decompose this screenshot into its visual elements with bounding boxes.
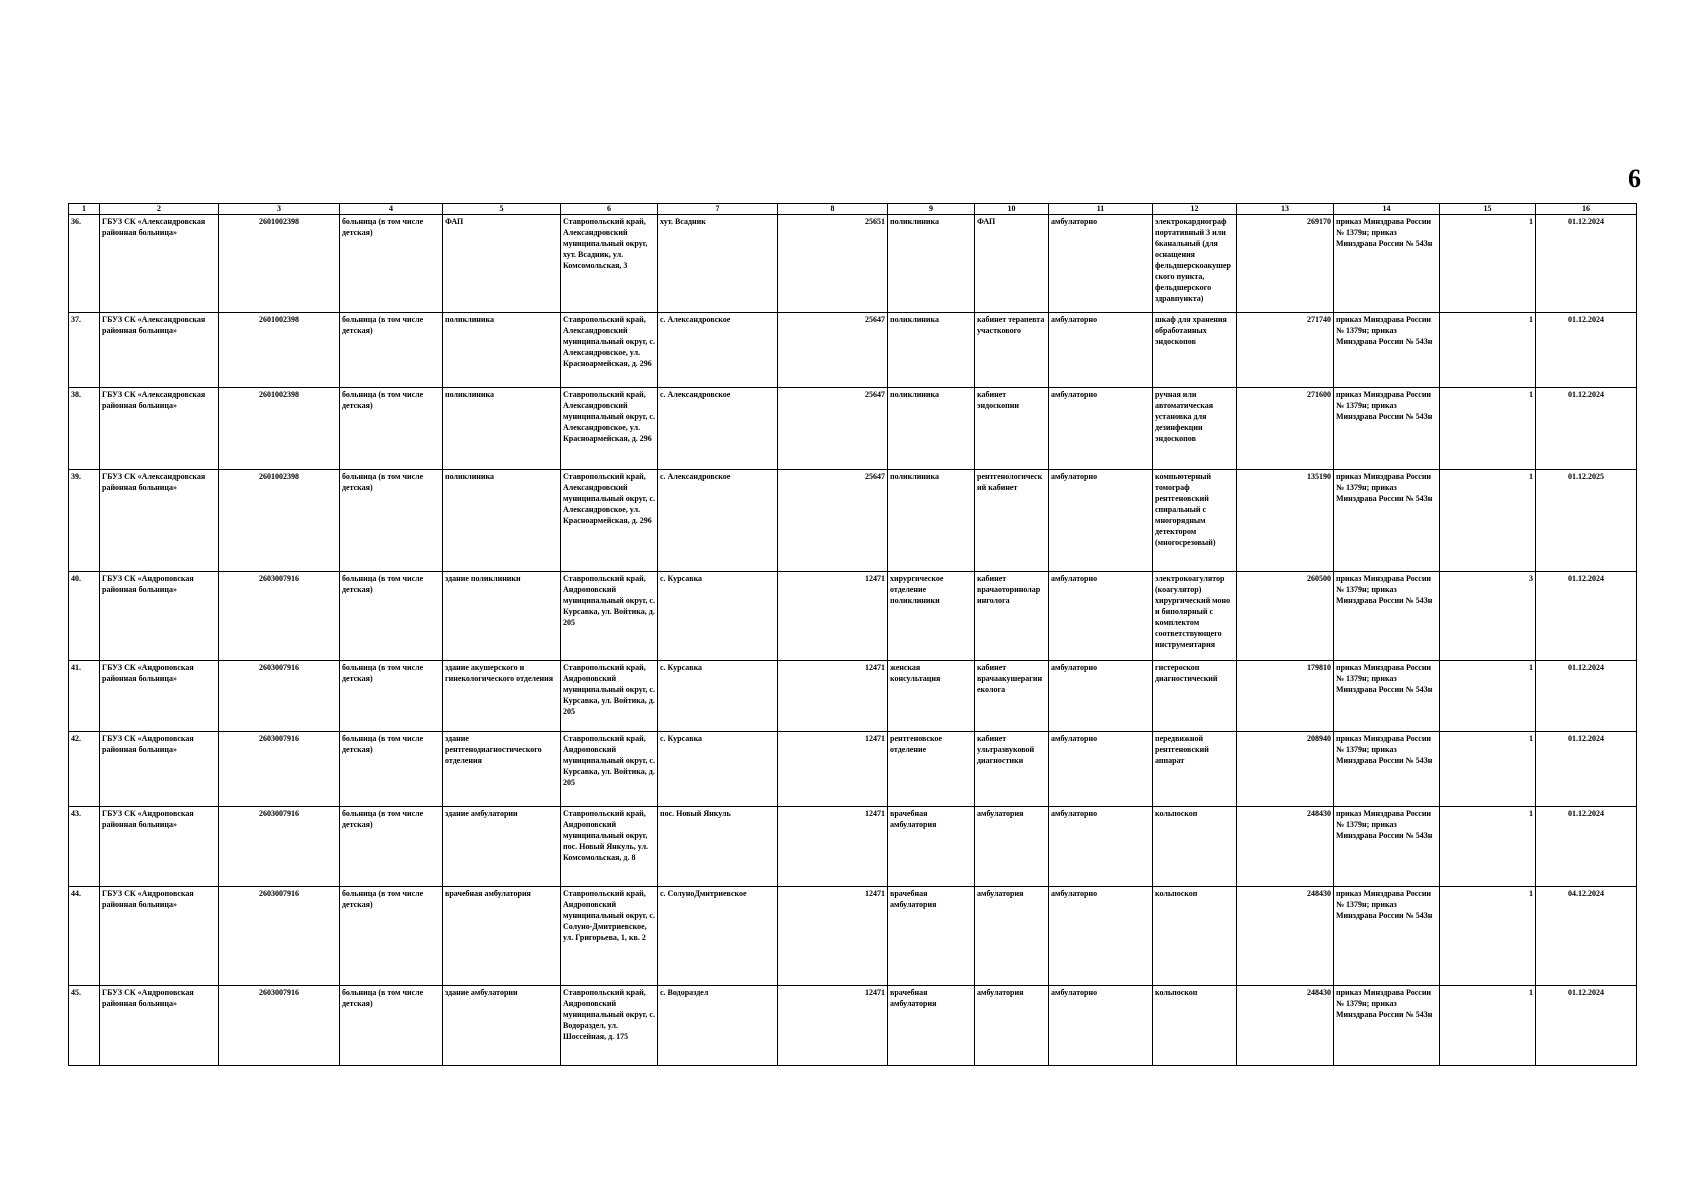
cell-building: поликлиника <box>443 470 561 572</box>
cell-address: Ставропольский край, Андроповский муниципальный округ, пос. Новый Янкуль, ул. Комсомольская, д. 8 <box>561 807 658 887</box>
cell-organization: ГБУЗ СК «Александровская районная больница» <box>100 470 219 572</box>
table-row <box>69 388 1637 470</box>
cell-code: 25651 <box>778 215 888 313</box>
cell-number: 42. <box>69 732 100 807</box>
cell-date: 01.12.2024 <box>1536 807 1637 887</box>
cell-date: 01.12.2024 <box>1536 388 1637 470</box>
cell-org-type: больница (в том числе детская) <box>340 388 443 470</box>
cell-quantity: 3 <box>1440 572 1536 661</box>
cell-care-form: амбулаторно <box>1049 661 1153 732</box>
col-header-7: 7 <box>658 204 778 215</box>
cell-building: поликлиника <box>443 313 561 388</box>
cell-locality: с. Александровское <box>658 470 778 572</box>
table-row <box>69 732 1637 807</box>
cell-inn: 2603007916 <box>219 807 340 887</box>
cell-care-form: амбулаторно <box>1049 887 1153 986</box>
cell-room: амбулатория <box>975 887 1049 986</box>
cell-organization: ГБУЗ СК «Андроповская районная больница» <box>100 986 219 1066</box>
cell-code: 12471 <box>778 887 888 986</box>
table-row <box>69 807 1637 887</box>
cell-room: кабинет врачаакушерагин еколога <box>975 661 1049 732</box>
cell-locality: с. Курсавка <box>658 732 778 807</box>
cell-care-form: амбулаторно <box>1049 215 1153 313</box>
cell-care-form: амбулаторно <box>1049 470 1153 572</box>
header-row <box>69 204 1637 215</box>
cell-building: здание рентгенодиагностического отделения <box>443 732 561 807</box>
cell-equipment-code: 248430 <box>1237 807 1334 887</box>
cell-quantity: 1 <box>1440 388 1536 470</box>
cell-number: 40. <box>69 572 100 661</box>
cell-equipment-code: 248430 <box>1237 986 1334 1066</box>
cell-equipment-code: 271740 <box>1237 313 1334 388</box>
cell-equipment-code: 179810 <box>1237 661 1334 732</box>
cell-equipment: кольпоскоп <box>1153 887 1237 986</box>
cell-division: хирургическое отделение поликлиники <box>888 572 975 661</box>
cell-care-form: амбулаторно <box>1049 388 1153 470</box>
cell-number: 38. <box>69 388 100 470</box>
cell-order: приказ Минздрава России № 1379н; приказ Минздрава России № 543н <box>1334 313 1440 388</box>
cell-date: 01.12.2024 <box>1536 661 1637 732</box>
cell-organization: ГБУЗ СК «Андроповская районная больница» <box>100 572 219 661</box>
cell-division: рентгеновское отделение <box>888 732 975 807</box>
table-row <box>69 661 1637 732</box>
cell-org-type: больница (в том числе детская) <box>340 215 443 313</box>
table-row <box>69 215 1637 313</box>
cell-order: приказ Минздрава России № 1379н; приказ Минздрава России № 543н <box>1334 807 1440 887</box>
cell-division: врачебная амбулатория <box>888 986 975 1066</box>
col-header-1: 1 <box>69 204 100 215</box>
cell-organization: ГБУЗ СК «Андроповская районная больница» <box>100 807 219 887</box>
equipment-table <box>68 203 1637 1066</box>
table-row <box>69 470 1637 572</box>
cell-room: кабинет терапевта участкового <box>975 313 1049 388</box>
cell-inn: 2603007916 <box>219 887 340 986</box>
cell-equipment-code: 135190 <box>1237 470 1334 572</box>
cell-equipment-code: 271600 <box>1237 388 1334 470</box>
cell-building: здание поликлиники <box>443 572 561 661</box>
col-header-13: 13 <box>1237 204 1334 215</box>
cell-division: поликлиника <box>888 215 975 313</box>
col-header-3: 3 <box>219 204 340 215</box>
cell-org-type: больница (в том числе детская) <box>340 661 443 732</box>
cell-room: кабинет ультразвуковой диагностики <box>975 732 1049 807</box>
cell-address: Ставропольский край, Андроповский муниципальный округ, с. Курсавка, ул. Войтика, д. 205 <box>561 661 658 732</box>
cell-order: приказ Минздрава России № 1379н; приказ Минздрава России № 543н <box>1334 388 1440 470</box>
col-header-15: 15 <box>1440 204 1536 215</box>
cell-number: 39. <box>69 470 100 572</box>
cell-building: ФАП <box>443 215 561 313</box>
cell-building: врачебная амбулатория <box>443 887 561 986</box>
cell-organization: ГБУЗ СК «Александровская районная больница» <box>100 388 219 470</box>
cell-code: 12471 <box>778 807 888 887</box>
cell-quantity: 1 <box>1440 887 1536 986</box>
cell-equipment: передвижной рентгеновский аппарат <box>1153 732 1237 807</box>
cell-order: приказ Минздрава России № 1379н; приказ Минздрава России № 543н <box>1334 215 1440 313</box>
col-header-14: 14 <box>1334 204 1440 215</box>
cell-equipment: гистероскоп диагностический <box>1153 661 1237 732</box>
col-header-11: 11 <box>1049 204 1153 215</box>
cell-code: 12471 <box>778 572 888 661</box>
cell-organization: ГБУЗ СК «Александровская районная больница» <box>100 215 219 313</box>
cell-quantity: 1 <box>1440 470 1536 572</box>
cell-organization: ГБУЗ СК «Александровская районная больница» <box>100 313 219 388</box>
table-row <box>69 887 1637 986</box>
cell-room: кабинет врачаоторинолар инголога <box>975 572 1049 661</box>
table-row <box>69 572 1637 661</box>
cell-division: женская консультация <box>888 661 975 732</box>
cell-address: Ставропольский край, Александровский муниципальный округ, хут. Всадник, ул. Комсомольская, 3 <box>561 215 658 313</box>
cell-inn: 2601002398 <box>219 470 340 572</box>
cell-order: приказ Минздрава России № 1379н; приказ Минздрава России № 543н <box>1334 732 1440 807</box>
cell-code: 12471 <box>778 661 888 732</box>
cell-care-form: амбулаторно <box>1049 732 1153 807</box>
cell-locality: хут. Всадник <box>658 215 778 313</box>
cell-quantity: 1 <box>1440 661 1536 732</box>
cell-code: 12471 <box>778 732 888 807</box>
cell-equipment: ручная или автоматическая установка для дезинфекции эндоскопов <box>1153 388 1237 470</box>
cell-address: Ставропольский край, Андроповский муниципальный округ, с. Курсавка, ул. Войтика, д. 205 <box>561 572 658 661</box>
cell-building: здание амбулатории <box>443 807 561 887</box>
cell-order: приказ Минздрава России № 1379н; приказ Минздрава России № 543н <box>1334 661 1440 732</box>
cell-org-type: больница (в том числе детская) <box>340 572 443 661</box>
cell-quantity: 1 <box>1440 313 1536 388</box>
cell-quantity: 1 <box>1440 807 1536 887</box>
cell-address: Ставропольский край, Александровский муниципальный округ, с. Александровское, ул. Красноармейская, д. 296 <box>561 388 658 470</box>
cell-order: приказ Минздрава России № 1379н; приказ Минздрава России № 543н <box>1334 572 1440 661</box>
cell-org-type: больница (в том числе детская) <box>340 313 443 388</box>
cell-number: 45. <box>69 986 100 1066</box>
cell-number: 36. <box>69 215 100 313</box>
cell-division: поликлиника <box>888 313 975 388</box>
cell-building: здание амбулатории <box>443 986 561 1066</box>
cell-room: амбулатория <box>975 986 1049 1066</box>
cell-organization: ГБУЗ СК «Андроповская районная больница» <box>100 887 219 986</box>
col-header-12: 12 <box>1153 204 1237 215</box>
cell-equipment-code: 248430 <box>1237 887 1334 986</box>
cell-number: 43. <box>69 807 100 887</box>
cell-room: рентгенологический кабинет <box>975 470 1049 572</box>
cell-equipment: кольпоскоп <box>1153 986 1237 1066</box>
cell-division: поликлиника <box>888 470 975 572</box>
cell-care-form: амбулаторно <box>1049 572 1153 661</box>
cell-room: ФАП <box>975 215 1049 313</box>
cell-date: 01.12.2025 <box>1536 470 1637 572</box>
cell-organization: ГБУЗ СК «Андроповская районная больница» <box>100 732 219 807</box>
cell-room: амбулатория <box>975 807 1049 887</box>
cell-date: 01.12.2024 <box>1536 732 1637 807</box>
cell-equipment: компьютерный томограф рентгеновский спиральный с многорядным детектором (многосрезовый) <box>1153 470 1237 572</box>
cell-quantity: 1 <box>1440 732 1536 807</box>
cell-equipment: электрокардиограф портативный 3 или 6канальный (для оснащения фельдшерскоакушерского пункта, фельдшерского здравпункта) <box>1153 215 1237 313</box>
cell-code: 25647 <box>778 470 888 572</box>
cell-address: Ставропольский край, Александровский муниципальный округ, с. Александровское, ул. Красноармейская, д. 296 <box>561 313 658 388</box>
cell-address: Ставропольский край, Андроповский муниципальный округ, с. Курсавка, ул. Войтика, д. 205 <box>561 732 658 807</box>
cell-locality: с. СолуноДмитриевское <box>658 887 778 986</box>
cell-locality: пос. Новый Янкуль <box>658 807 778 887</box>
cell-order: приказ Минздрава России № 1379н; приказ Минздрава России № 543н <box>1334 887 1440 986</box>
table-body <box>69 215 1637 1066</box>
cell-number: 37. <box>69 313 100 388</box>
col-header-10: 10 <box>975 204 1049 215</box>
cell-locality: с. Водораздел <box>658 986 778 1066</box>
cell-org-type: больница (в том числе детская) <box>340 732 443 807</box>
cell-equipment-code: 260500 <box>1237 572 1334 661</box>
cell-inn: 2603007916 <box>219 572 340 661</box>
col-header-4: 4 <box>340 204 443 215</box>
cell-org-type: больница (в том числе детская) <box>340 807 443 887</box>
cell-date: 01.12.2024 <box>1536 572 1637 661</box>
cell-locality: с. Александровское <box>658 313 778 388</box>
cell-locality: с. Курсавка <box>658 572 778 661</box>
cell-number: 44. <box>69 887 100 986</box>
col-header-8: 8 <box>778 204 888 215</box>
cell-division: врачебная амбулатория <box>888 887 975 986</box>
cell-inn: 2601002398 <box>219 388 340 470</box>
cell-building: здание акушерского и гинекологического отделения <box>443 661 561 732</box>
cell-equipment-code: 269170 <box>1237 215 1334 313</box>
cell-equipment: шкаф для хранения обработанных эндоскопов <box>1153 313 1237 388</box>
cell-org-type: больница (в том числе детская) <box>340 986 443 1066</box>
table-row <box>69 986 1637 1066</box>
cell-date: 01.12.2024 <box>1536 313 1637 388</box>
cell-inn: 2603007916 <box>219 986 340 1066</box>
cell-inn: 2603007916 <box>219 661 340 732</box>
cell-inn: 2603007916 <box>219 732 340 807</box>
cell-quantity: 1 <box>1440 215 1536 313</box>
cell-room: кабинет эндоскопии <box>975 388 1049 470</box>
col-header-6: 6 <box>561 204 658 215</box>
cell-code: 25647 <box>778 313 888 388</box>
cell-equipment: кольпоскоп <box>1153 807 1237 887</box>
cell-locality: с. Курсавка <box>658 661 778 732</box>
cell-care-form: амбулаторно <box>1049 986 1153 1066</box>
cell-date: 04.12.2024 <box>1536 887 1637 986</box>
cell-equipment: электрокоагулятор (коагулятор) хирургический моно и биполярный с комплектом соответствующего инструментария <box>1153 572 1237 661</box>
cell-order: приказ Минздрава России № 1379н; приказ Минздрава России № 543н <box>1334 470 1440 572</box>
cell-inn: 2601002398 <box>219 313 340 388</box>
cell-care-form: амбулаторно <box>1049 313 1153 388</box>
cell-locality: с. Александровское <box>658 388 778 470</box>
table-row <box>69 313 1637 388</box>
cell-date: 01.12.2024 <box>1536 986 1637 1066</box>
col-header-2: 2 <box>100 204 219 215</box>
cell-date: 01.12.2024 <box>1536 215 1637 313</box>
cell-quantity: 1 <box>1440 986 1536 1066</box>
col-header-16: 16 <box>1536 204 1637 215</box>
cell-org-type: больница (в том числе детская) <box>340 887 443 986</box>
cell-order: приказ Минздрава России № 1379н; приказ Минздрава России № 543н <box>1334 986 1440 1066</box>
page-number: 6 <box>1628 164 1641 193</box>
col-header-5: 5 <box>443 204 561 215</box>
cell-division: поликлиника <box>888 388 975 470</box>
cell-equipment-code: 208940 <box>1237 732 1334 807</box>
cell-code: 12471 <box>778 986 888 1066</box>
cell-care-form: амбулаторно <box>1049 807 1153 887</box>
cell-address: Ставропольский край, Александровский муниципальный округ, с. Александровское, ул. Красноармейская, д. 296 <box>561 470 658 572</box>
table-header <box>69 204 1637 215</box>
cell-address: Ставропольский край, Андроповский муниципальный округ, с. Солуно-Дмитриевское, ул. Григорьева, 1, кв. 2 <box>561 887 658 986</box>
cell-number: 41. <box>69 661 100 732</box>
cell-org-type: больница (в том числе детская) <box>340 470 443 572</box>
cell-division: врачебная амбулатория <box>888 807 975 887</box>
cell-address: Ставропольский край, Андроповский муниципальный округ, с. Водораздел, ул. Шоссейная, д. 175 <box>561 986 658 1066</box>
cell-building: поликлиника <box>443 388 561 470</box>
col-header-9: 9 <box>888 204 975 215</box>
cell-inn: 2601002398 <box>219 215 340 313</box>
cell-code: 25647 <box>778 388 888 470</box>
cell-organization: ГБУЗ СК «Андроповская районная больница» <box>100 661 219 732</box>
